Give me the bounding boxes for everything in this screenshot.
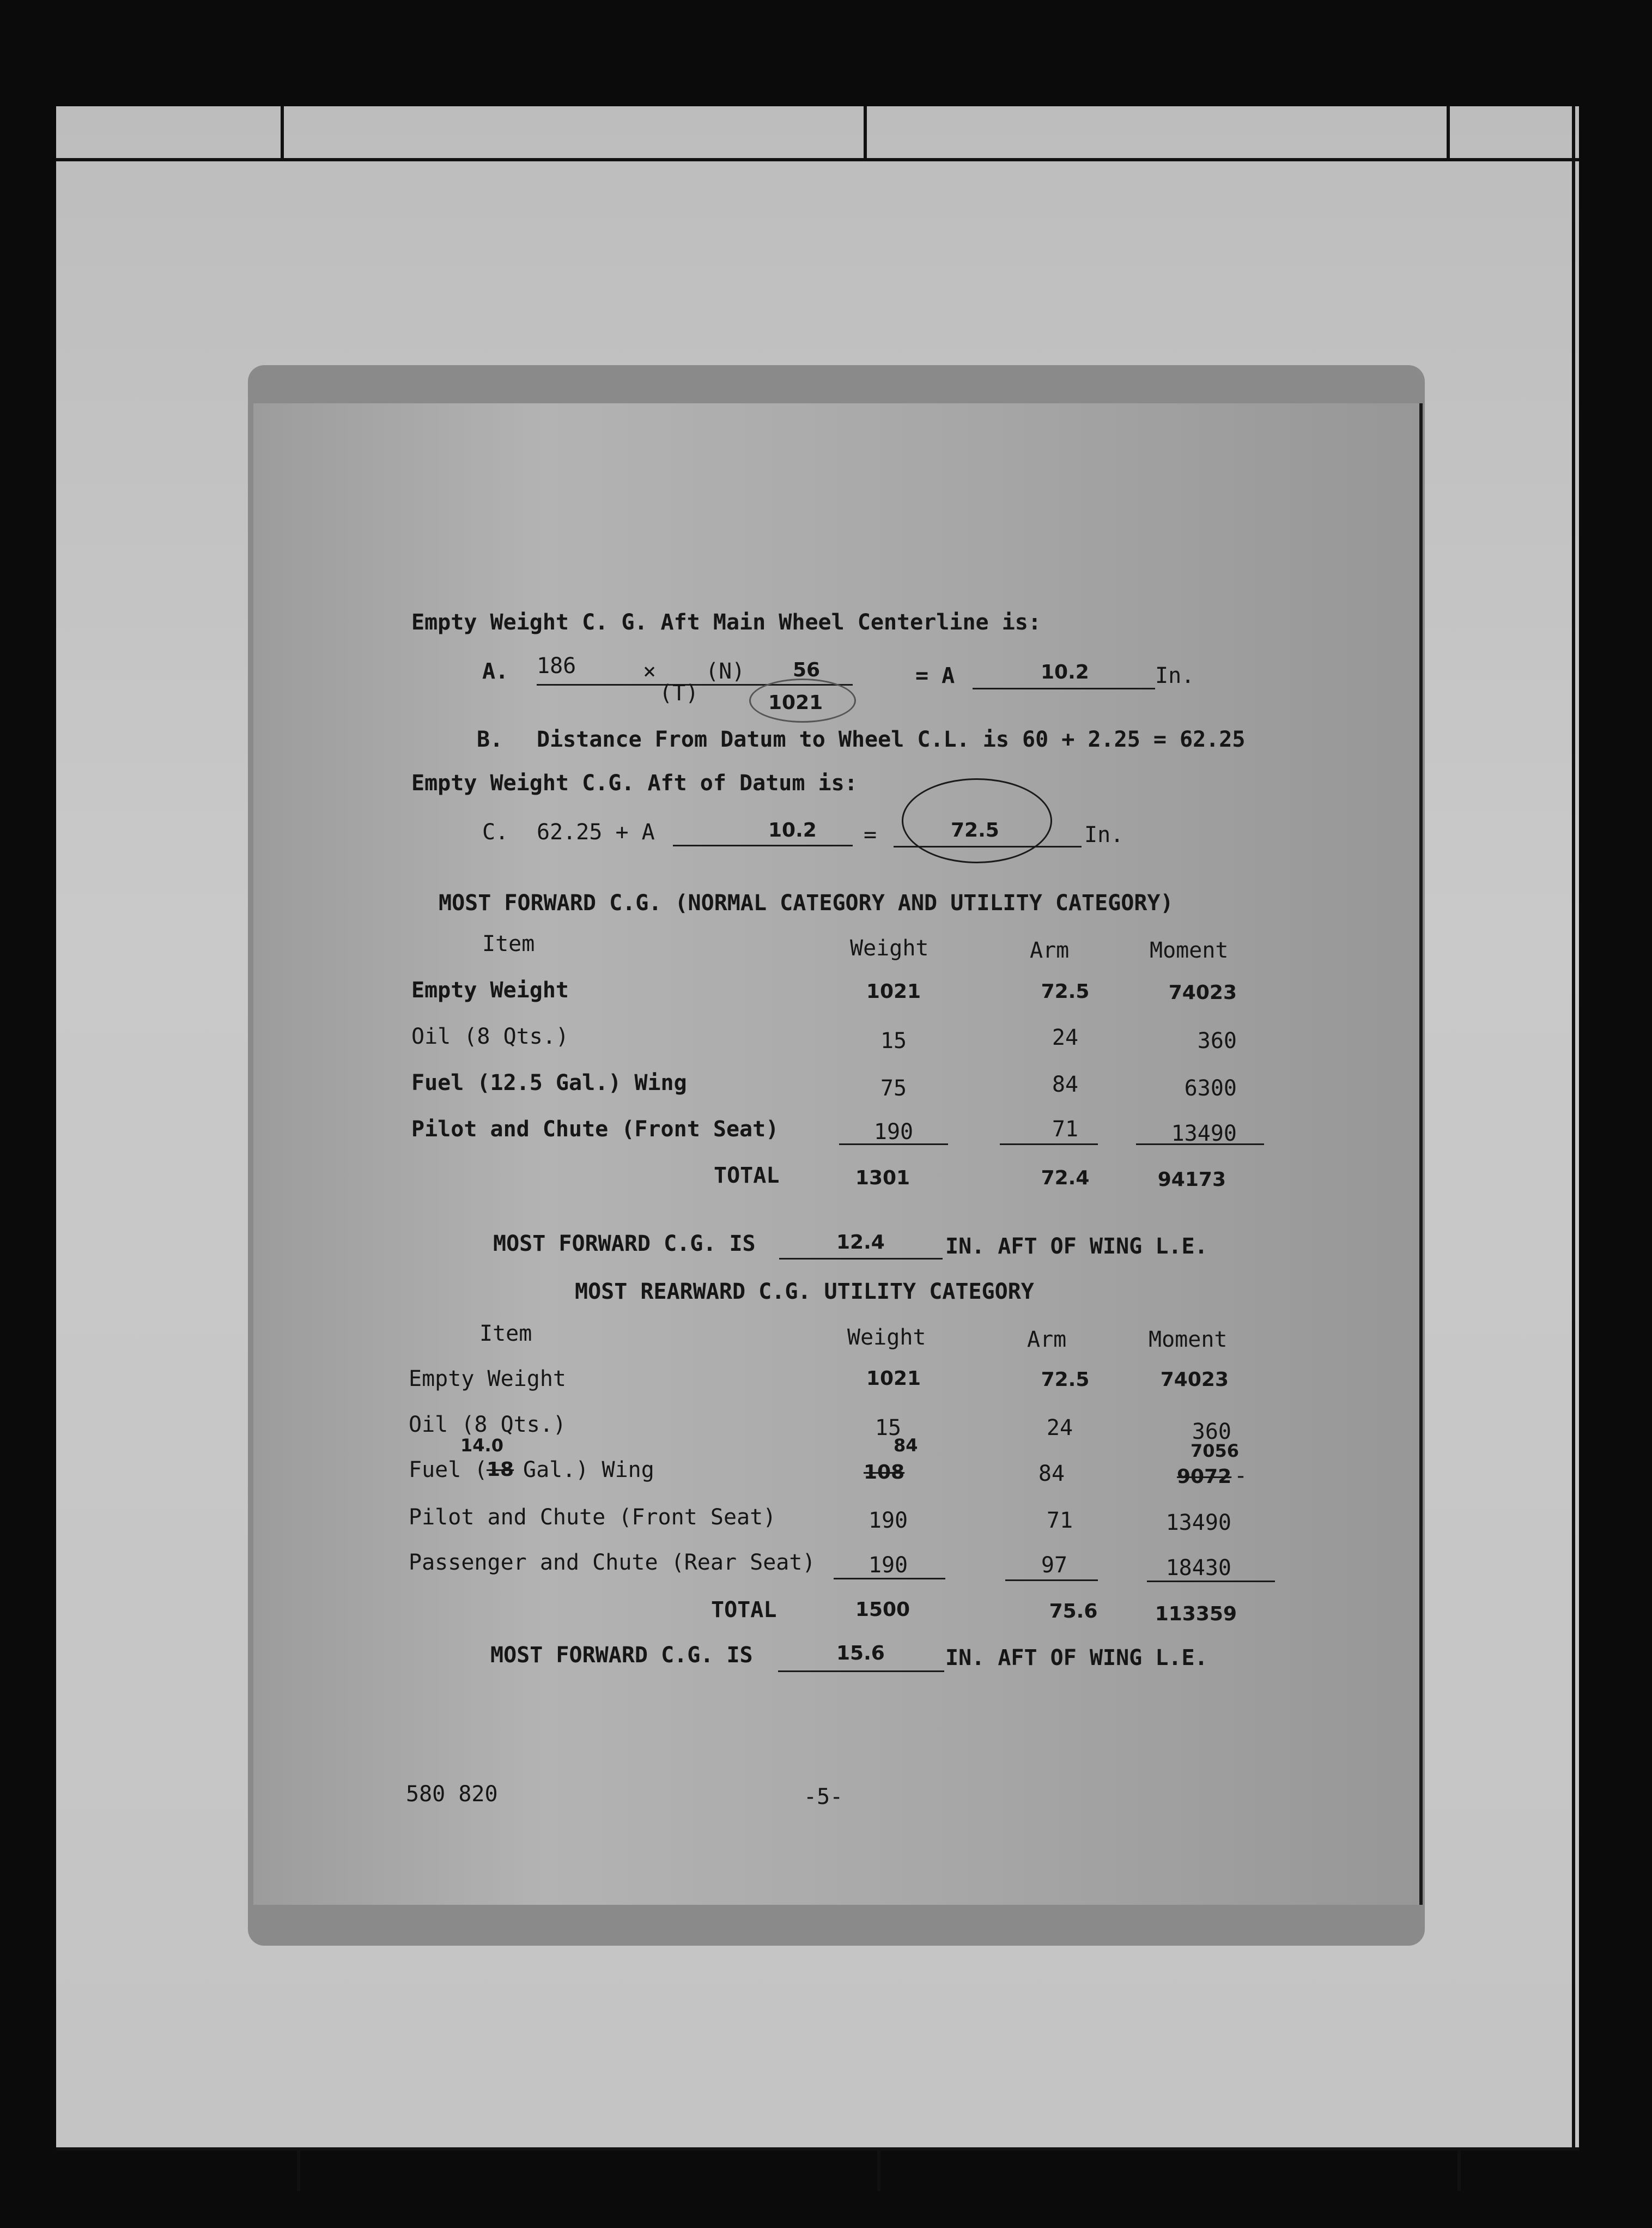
table2-total-moment: 113359 <box>1155 1603 1237 1625</box>
table1-row-item: Oil (8 Qts.) <box>411 1024 569 1049</box>
fuel-weight-struck: 108 <box>864 1461 905 1484</box>
table1-row-weight: 75 <box>880 1076 907 1101</box>
table1-row-item: Empty Weight <box>411 978 569 1003</box>
table2-row-moment: 74023 <box>1160 1369 1229 1391</box>
fuel-moment-dash: - <box>1234 1463 1248 1488</box>
table2-header-item: Item <box>479 1321 532 1346</box>
table2-row-arm: 71 <box>1046 1508 1073 1533</box>
table1-total-label: TOTAL <box>714 1163 780 1188</box>
table2-row-arm: 84 <box>1038 1461 1065 1486</box>
table1-total-weight: 1301 <box>855 1167 910 1189</box>
table2-row-item: Pilot and Chute (Front Seat) <box>409 1505 776 1530</box>
line-b-text: Distance From Datum to Wheel C.L. is 60 + 2.25 = 62.25 <box>537 727 1246 752</box>
table2-row-moment: 13490 <box>1165 1510 1231 1535</box>
table2-weight-rule <box>834 1578 945 1579</box>
result-circle <box>902 778 1052 863</box>
table2-result-value: 15.6 <box>836 1642 885 1664</box>
line-a-t: (T) <box>659 681 699 706</box>
frame-tick <box>1457 2147 1461 2191</box>
table2-result-prefix: MOST FORWARD C.G. IS <box>490 1643 753 1668</box>
table1-result-underline <box>779 1258 943 1260</box>
frame-tick <box>864 106 867 161</box>
frame-tick <box>297 2147 300 2191</box>
table1-weight-rule <box>839 1143 948 1145</box>
table2-row-arm: 72.5 <box>1041 1369 1090 1391</box>
table2-row-weight: 190 <box>868 1553 908 1578</box>
table2-row-moment: 18430 <box>1165 1555 1231 1581</box>
line-a-result: 10.2 <box>1041 661 1089 683</box>
table1-row-moment: 6300 <box>1184 1076 1237 1101</box>
fuel-gallons-correction: 14.0 <box>460 1435 503 1456</box>
line-c-label: C. <box>482 820 509 845</box>
table2-row-weight: 190 <box>868 1508 908 1533</box>
table1-row-arm: 72.5 <box>1041 980 1090 1003</box>
table1-result-prefix: MOST FORWARD C.G. IS <box>493 1231 756 1256</box>
table1-row-moment: 360 <box>1197 1028 1237 1054</box>
table1-header-arm: Arm <box>1030 938 1070 963</box>
line-c-value: 10.2 <box>768 819 817 841</box>
line-a-result-underline <box>973 688 1155 689</box>
fuel-weight-correction: 84 <box>894 1435 918 1456</box>
frame-tick <box>1447 106 1450 161</box>
table1-arm-rule <box>1000 1143 1098 1145</box>
table2-row-weight: 1021 <box>866 1367 921 1390</box>
table1-header-moment: Moment <box>1150 938 1229 963</box>
table1-row-arm: 84 <box>1052 1072 1079 1097</box>
frame-tick <box>877 2147 880 2191</box>
footer-code: 580 820 <box>406 1782 498 1807</box>
line-a-times: × <box>643 659 657 684</box>
line-a-n: (N) <box>706 659 745 684</box>
frame-right-edge <box>1572 106 1575 2150</box>
frame-bottom-rule <box>56 2147 1579 2151</box>
table1-header-item: Item <box>482 931 535 956</box>
table1-row-item: Pilot and Chute (Front Seat) <box>411 1117 779 1142</box>
table2-row-moment: 360 <box>1192 1419 1231 1444</box>
line-b-label: B. <box>477 727 503 752</box>
line-c-eq: = <box>864 822 877 847</box>
line-a-unit: In. <box>1155 663 1195 688</box>
table2-row-arm: 97 <box>1041 1553 1068 1578</box>
table2-row-weight: 15 <box>874 1415 902 1440</box>
table1-total-moment: 94173 <box>1157 1169 1226 1191</box>
table1-row-moment: 74023 <box>1168 982 1237 1004</box>
line-a-value2: 56 <box>793 659 821 681</box>
table1-row-moment: 13490 <box>1171 1121 1237 1146</box>
line-c-value-underline <box>673 845 853 846</box>
line-c-unit: In. <box>1084 822 1124 847</box>
table2-total-arm: 75.6 <box>1049 1600 1098 1622</box>
table2-arm-rule <box>1005 1579 1098 1581</box>
table1-row-arm: 24 <box>1052 1025 1079 1050</box>
table1-result-value: 12.4 <box>836 1231 885 1254</box>
page-number: -5- <box>804 1784 843 1809</box>
table2-row-item: Fuel ( <box>409 1457 488 1482</box>
fuel-moment-struck: 9072 <box>1177 1466 1232 1488</box>
frame-tick <box>281 106 284 161</box>
line-c-result: 72.5 <box>951 819 999 841</box>
table2-moment-rule <box>1147 1581 1275 1582</box>
table1-row-weight: 1021 <box>866 980 921 1003</box>
frame-top-rule <box>56 158 1579 161</box>
table1-moment-rule <box>1136 1143 1264 1145</box>
table1-row-weight: 190 <box>873 1119 914 1145</box>
table2-header-moment: Moment <box>1149 1327 1228 1352</box>
denominator-ring <box>749 679 856 723</box>
line-c-text: 62.25 + A <box>537 820 655 845</box>
table1-title: MOST FORWARD C.G. (NORMAL CATEGORY AND UTILITY CATEGORY) <box>439 891 1174 916</box>
table2-row-item: Empty Weight <box>409 1366 566 1391</box>
line-a-label: A. <box>482 659 509 684</box>
line-a-denominator: 1021 <box>768 692 823 714</box>
table2-header-weight: Weight <box>847 1325 926 1350</box>
table2-total-label: TOTAL <box>711 1597 777 1622</box>
datum-heading: Empty Weight C.G. Aft of Datum is: <box>411 771 858 796</box>
table2-row-item: Oil (8 Qts.) <box>409 1412 566 1437</box>
table1-header-weight: Weight <box>850 936 929 961</box>
table2-total-weight: 1500 <box>855 1599 910 1621</box>
line-a-eq: = A <box>915 663 955 688</box>
table1-row-arm: 71 <box>1052 1117 1079 1142</box>
table2-result-suffix: IN. AFT OF WING L.E. <box>945 1645 1208 1670</box>
fuel-gallons-suffix: Gal.) Wing <box>523 1457 654 1482</box>
fuel-moment-correction: 7056 <box>1191 1440 1240 1461</box>
table1-result-suffix: IN. AFT OF WING L.E. <box>945 1234 1208 1259</box>
table2-header-arm: Arm <box>1027 1327 1067 1352</box>
table2-result-underline <box>778 1670 944 1672</box>
table1-total-arm: 72.4 <box>1041 1167 1090 1189</box>
table2-row-arm: 24 <box>1046 1415 1073 1440</box>
line-a-value1: 186 <box>537 653 576 679</box>
cg-heading: Empty Weight C. G. Aft Main Wheel Centerline is: <box>411 610 1041 635</box>
fuel-gallons-struck: 18 <box>487 1458 514 1481</box>
table1-row-item: Fuel (12.5 Gal.) Wing <box>411 1070 687 1095</box>
table1-row-weight: 15 <box>880 1028 907 1054</box>
table2-title: MOST REARWARD C.G. UTILITY CATEGORY <box>575 1279 1034 1304</box>
table2-row-item: Passenger and Chute (Rear Seat) <box>409 1550 816 1575</box>
